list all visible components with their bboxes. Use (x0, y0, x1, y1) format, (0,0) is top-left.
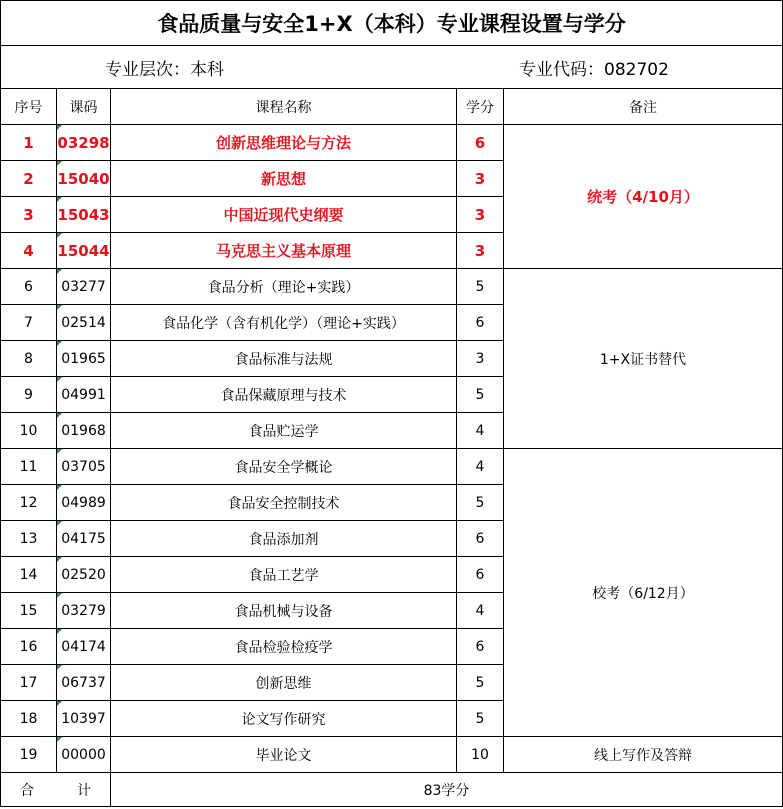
meta-row (1, 46, 783, 89)
row-code: 02520 (57, 557, 111, 593)
header-code: 课码 (57, 89, 111, 125)
row-name: 中国近现代史纲要 (111, 197, 457, 233)
row-code: 04991 (57, 377, 111, 413)
row-credits: 3 (457, 233, 504, 269)
row-name: 论文写作研究 (111, 701, 457, 737)
row-name: 创新思维 (111, 665, 457, 701)
row-credits: 3 (457, 161, 504, 197)
note-certificate: 1+X证书替代 (504, 269, 783, 449)
row-no: 12 (1, 485, 57, 521)
row-credits: 5 (457, 269, 504, 305)
row-name: 食品保藏原理与技术 (111, 377, 457, 413)
row-credits: 6 (457, 557, 504, 593)
row-code: 03277 (57, 269, 111, 305)
row-no: 1 (1, 125, 57, 161)
row-credits: 6 (457, 521, 504, 557)
row-no: 10 (1, 413, 57, 449)
title-row (1, 1, 783, 46)
row-credits: 3 (457, 341, 504, 377)
row-name: 新思想 (111, 161, 457, 197)
note-unified-exam: 统考（4/10月） (504, 125, 783, 269)
row-credits: 5 (457, 665, 504, 701)
row-code: 15043 (57, 197, 111, 233)
row-no: 18 (1, 701, 57, 737)
header-name: 课程名称 (111, 89, 457, 125)
meta-cell (1, 46, 783, 89)
row-credits: 10 (457, 737, 504, 773)
row-no: 19 (1, 737, 57, 773)
row-credits: 4 (457, 449, 504, 485)
row-name: 食品机械与设备 (111, 593, 457, 629)
row-credits: 5 (457, 485, 504, 521)
row-no: 11 (1, 449, 57, 485)
row-no: 7 (1, 305, 57, 341)
row-credits: 5 (457, 377, 504, 413)
row-name: 食品检验检疫学 (111, 629, 457, 665)
row-code: 04175 (57, 521, 111, 557)
total-label-a: 合 (20, 782, 35, 799)
row-code: 10397 (57, 701, 111, 737)
row-code: 15044 (57, 233, 111, 269)
header-notes: 备注 (504, 89, 783, 125)
row-code: 15040 (57, 161, 111, 197)
row-no: 8 (1, 341, 57, 377)
row-credits: 6 (457, 125, 504, 161)
row-credits: 4 (457, 413, 504, 449)
note-thesis: 线上写作及答辩 (504, 737, 783, 773)
row-name: 食品分析（理论+实践） (111, 269, 457, 305)
header-credits: 学分 (457, 89, 504, 125)
row-name: 食品安全学概论 (111, 449, 457, 485)
row-no: 3 (1, 197, 57, 233)
row-name: 食品标准与法规 (111, 341, 457, 377)
row-name: 马克思主义基本原理 (111, 233, 457, 269)
note-school-exam: 校考（6/12月） (504, 449, 783, 737)
row-no: 6 (1, 269, 57, 305)
table-row (1, 737, 783, 773)
total-label-b: 计 (76, 782, 91, 799)
total-label (1, 773, 111, 807)
row-code: 03298 (57, 125, 111, 161)
table-row (1, 449, 783, 485)
total-value: 83学分 (111, 773, 783, 807)
row-no: 9 (1, 377, 57, 413)
program-level: 专业层次：本科 (105, 59, 224, 80)
table-row (1, 269, 783, 305)
row-no: 16 (1, 629, 57, 665)
total-row (1, 773, 783, 807)
row-name: 食品工艺学 (111, 557, 457, 593)
row-no: 15 (1, 593, 57, 629)
row-credits: 3 (457, 197, 504, 233)
row-code: 04174 (57, 629, 111, 665)
header-row (1, 89, 783, 125)
header-no: 序号 (1, 89, 57, 125)
row-no: 2 (1, 161, 57, 197)
row-credits: 4 (457, 593, 504, 629)
row-code: 00000 (57, 737, 111, 773)
row-name: 食品添加剂 (111, 521, 457, 557)
row-no: 13 (1, 521, 57, 557)
row-name: 创新思维理论与方法 (111, 125, 457, 161)
row-code: 06737 (57, 665, 111, 701)
row-code: 01968 (57, 413, 111, 449)
row-code: 03705 (57, 449, 111, 485)
row-name: 毕业论文 (111, 737, 457, 773)
row-no: 17 (1, 665, 57, 701)
table-row (1, 125, 783, 161)
row-no: 14 (1, 557, 57, 593)
page-title: 食品质量与安全1+X（本科）专业课程设置与学分 (1, 1, 783, 46)
row-code: 04989 (57, 485, 111, 521)
row-no: 4 (1, 233, 57, 269)
row-name: 食品贮运学 (111, 413, 457, 449)
program-code: 专业代码：082702 (519, 59, 669, 80)
row-code: 01965 (57, 341, 111, 377)
row-credits: 6 (457, 305, 504, 341)
row-code: 03279 (57, 593, 111, 629)
row-name: 食品化学（含有机化学）（理论+实践） (111, 305, 457, 341)
row-code: 02514 (57, 305, 111, 341)
row-credits: 6 (457, 629, 504, 665)
row-name: 食品安全控制技术 (111, 485, 457, 521)
row-credits: 5 (457, 701, 504, 737)
